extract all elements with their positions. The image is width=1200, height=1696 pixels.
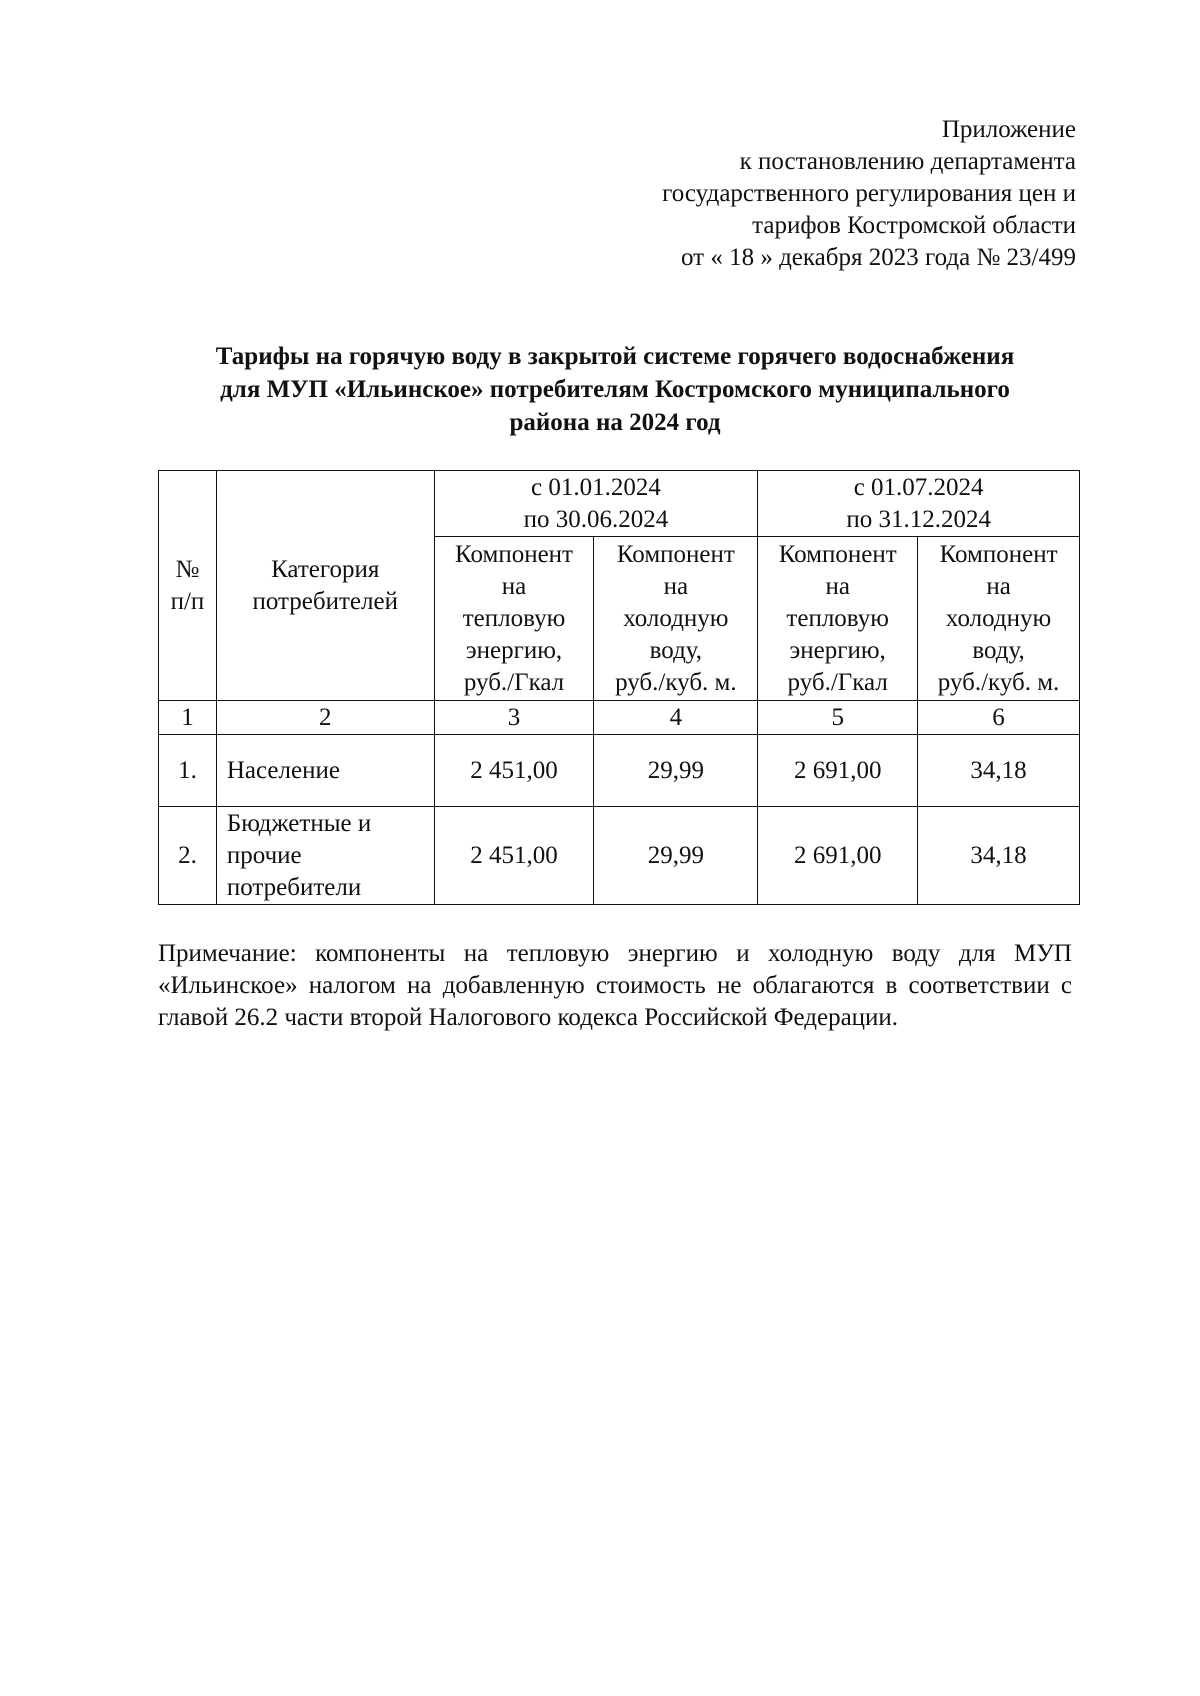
table-row (159, 807, 1080, 905)
appendix-header (556, 114, 1076, 274)
appendix-line: к постановлению департамента (739, 148, 1076, 175)
row-value: 29,99 (594, 807, 758, 905)
row-category: Бюджетные и прочие потребители (216, 807, 434, 905)
row-value: 34,18 (918, 807, 1080, 905)
appendix-line: тарифов Костромской области (752, 212, 1076, 239)
row-category: Население (216, 735, 434, 807)
column-number: 4 (594, 701, 758, 735)
column-numbers-row (159, 701, 1080, 735)
row-number: 2. (159, 807, 217, 905)
column-number: 6 (918, 701, 1080, 735)
title-line: для МУП «Ильинское» потребителям Костромского муниципального (220, 376, 1010, 403)
column-number: 3 (434, 701, 594, 735)
row-value: 2 691,00 (758, 735, 918, 807)
header-period-1: с 01.01.2024 по 30.06.2024 (434, 471, 758, 537)
title-line: района на 2024 год (509, 409, 721, 436)
header-cold-component: Компонент на холодную воду, руб./куб. м. (594, 537, 758, 701)
row-value: 2 691,00 (758, 807, 918, 905)
column-number: 2 (216, 701, 434, 735)
header-num-cell: № п/п (159, 471, 217, 701)
row-value: 34,18 (918, 735, 1080, 807)
title-line: Тарифы на горячую воду в закрытой системе горячего водоснабжения (215, 343, 1015, 370)
row-value: 2 451,00 (434, 807, 594, 905)
column-number: 1 (159, 701, 217, 735)
table-row (159, 735, 1080, 807)
header-period-2: с 01.07.2024 по 31.12.2024 (758, 471, 1080, 537)
row-value: 29,99 (594, 735, 758, 807)
header-heat-component: Компонент на тепловую энергию, руб./Гкал (758, 537, 918, 701)
footnote: Примечание: компоненты на тепловую энергию и холодную воду для МУП «Ильинское» налогом на добавленную стоимость не облагаются в соответствии с главой 26.2 части второй Налогового кодекса Российской Федерации. (158, 940, 1072, 1031)
document-title (150, 340, 1080, 439)
appendix-line: от « 18 » декабря 2023 года № 23/499 (680, 244, 1076, 271)
header-category-cell: Категория потребителей (216, 471, 434, 701)
row-value: 2 451,00 (434, 735, 594, 807)
column-number: 5 (758, 701, 918, 735)
header-heat-component: Компонент на тепловую энергию, руб./Гкал (434, 537, 594, 701)
appendix-line: государственного регулирования цен и (662, 180, 1076, 207)
appendix-line: Приложение (941, 116, 1076, 143)
tariff-table (158, 470, 1080, 905)
header-cold-component: Компонент на холодную воду, руб./куб. м. (918, 537, 1080, 701)
table-header-row (159, 471, 1080, 537)
row-number: 1. (159, 735, 217, 807)
